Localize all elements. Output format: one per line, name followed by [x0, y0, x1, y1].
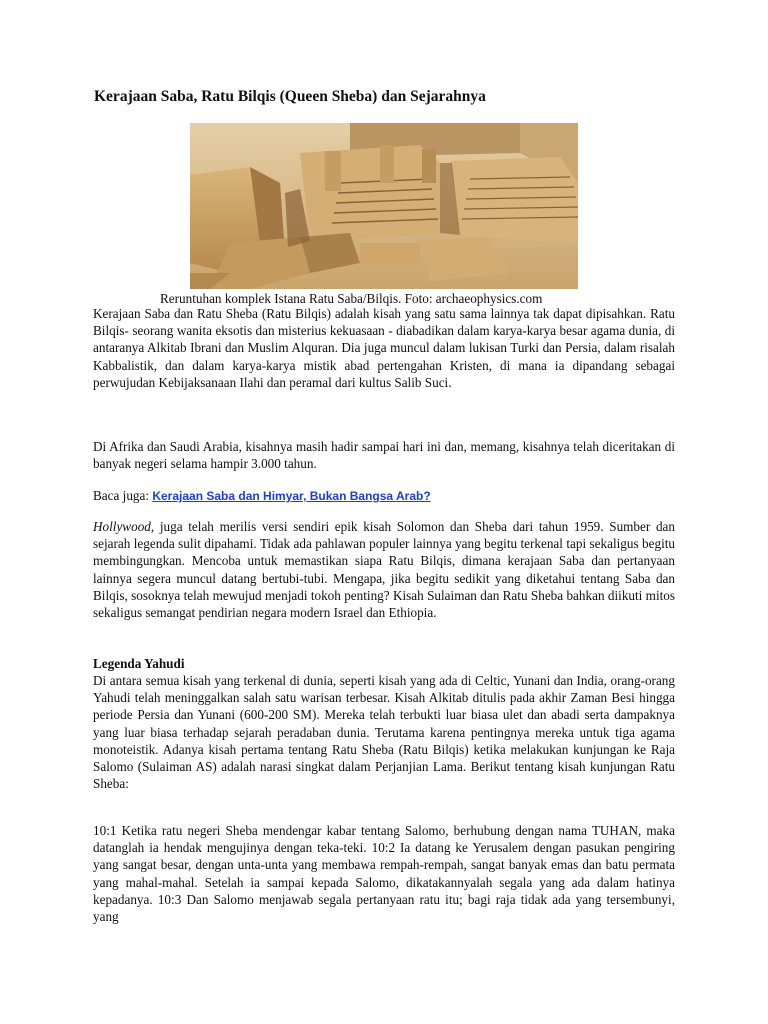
hollywood-italic: Hollywood	[93, 519, 151, 534]
page-title: Kerajaan Saba, Ratu Bilqis (Queen Sheba) dan Sejarahnya	[94, 88, 486, 105]
paragraph-hollywood-text: , juga telah merilis versi sendiri epik kisah Solomon dan Sheba dari tahun 1959. Sumber dan sejarah legenda sulit dipahami. Tidak ada pahlawan populer lainnya yang begitu terkenal tapi sekaligus begitu membingungkan. Mencoba untuk memastikan siapa Ratu Bilqis, dimana kerajaan Saba dan pertanyaan lainnya segera muncul datang bertubi-tubi. Mengapa, jika begitu sedikit yang diketahui tentang Saba dan Bilqis, sosoknya telah mewujud menjadi tokoh penting? Kisah Sulaiman dan Ratu Sheba bahkan diikuti mitos sekaligus semangat pendirian negara modern Israel dan Ethiopia.	[93, 519, 675, 621]
photo-caption: Reruntuhan komplek Istana Ratu Saba/Bilqis. Foto: archaeophysics.com	[160, 291, 543, 306]
read-also	[93, 487, 675, 505]
paragraph-hollywood	[93, 518, 675, 621]
ruins-photo-illustration	[190, 123, 578, 289]
paragraph-intro: Kerajaan Saba dan Ratu Sheba (Ratu Bilqis) adalah kisah yang satu sama lainnya tak dapat dipisahkan. Ratu Bilqis- seorang wanita eksotis dan misterius kekuasaan - diabadikan dalam karya-karya besar agama dunia, di antaranya Alkitab Ibrani dan Muslim Alquran. Dia juga muncul dalam lukisan Turki dan Persia, dalam risalah Kabbalistik, dan dalam karya-karya mistik abad pertengahan Kristen, di mana ia dipandang sebagai perwujudan Kebijaksanaan Ilahi dan peramal dari kultus Salib Suci.	[93, 306, 675, 390]
paragraph-africa: Di Afrika dan Saudi Arabia, kisahnya masih hadir sampai hari ini dan, memang, kisahnya telah diceritakan di banyak negeri selama hampir 3.000 tahun.	[93, 439, 675, 472]
read-also-link[interactable]: Kerajaan Saba dan Himyar, Bukan Bangsa Arab?	[152, 489, 431, 503]
read-also-label: Baca juga:	[93, 488, 150, 503]
ruins-photo	[190, 123, 578, 289]
section-heading-legenda-yahudi: Legenda Yahudi	[93, 656, 185, 671]
paragraph-legend: Di antara semua kisah yang terkenal di dunia, seperti kisah yang ada di Celtic, Yunani dan India, orang-orang Yahudi telah meninggalkan salah satu warisan terbesar. Kisah Alkitab ditulis pada akhir Zaman Besi hingga periode Persia dan Yunani (600-200 SM). Mereka telah terbukti luar biasa ulet dan abadi serta dampaknya yang luar biasa terhadap sejarah peradaban dunia. Terutama karena pentingnya mereka untuk tiga agama monoteistik. Adanya kisah pertama tentang Ratu Sheba (Ratu Bilqis) ketika melakukan kunjungan ke Raja Salomo (Sulaiman AS) adalah narasi singkat dalam Perjanjian Lama. Berikut tentang kisah kunjungan Ratu Sheba:	[93, 673, 675, 792]
paragraph-verses: 10:1 Ketika ratu negeri Sheba mendengar kabar tentang Salomo, berhubung dengan nama TUHAN, maka datanglah ia hendak mengujinya dengan teka-teki. 10:2 Ia datang ke Yerusalem dengan pasukan pengiring yang sangat besar, dengan unta-unta yang membawa rempah-rempah, sangat banyak emas dan batu permata yang mahal-mahal. Setelah ia sampai kepada Salomo, dikatakannyalah segala yang ada dalam hatinya kepadanya. 10:3 Dan Salomo menjawab segala pertanyaan ratu itu; bagi raja tidak ada yang tersembunyi, yang	[93, 823, 675, 925]
